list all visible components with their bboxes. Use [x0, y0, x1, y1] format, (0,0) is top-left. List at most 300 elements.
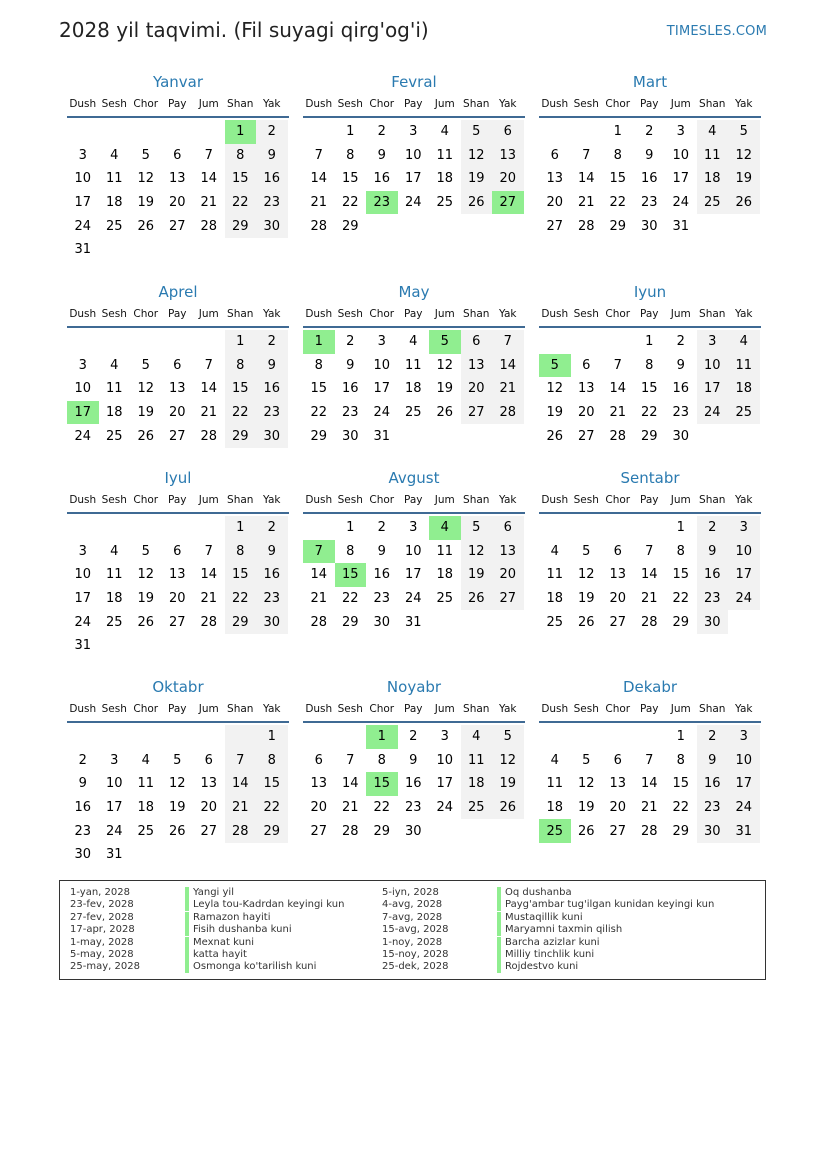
day-cell: 28 [640, 823, 658, 839]
weekday-label: Shan [463, 703, 490, 715]
holiday-day-cell: 25 [539, 819, 571, 843]
day-cell: 9 [377, 147, 386, 163]
empty-cell [571, 330, 603, 354]
day-cell: 12 [461, 540, 493, 564]
legend-holiday-name: Osmonga ko'tarilish kuni [193, 961, 317, 973]
legend-row [70, 887, 344, 899]
day-cell: 21 [640, 800, 658, 816]
empty-cell [492, 819, 524, 843]
day-cell: 22 [256, 796, 288, 820]
holiday-marker [185, 924, 189, 936]
weekday-label: Chor [605, 308, 631, 320]
header-rule [67, 116, 289, 118]
holiday-marker [497, 949, 501, 961]
day-cell: 26 [461, 191, 493, 215]
empty-cell [67, 330, 99, 354]
month-title: Fevral [391, 73, 437, 91]
month-title: Iyul [164, 469, 192, 487]
day-cell: 8 [225, 540, 257, 564]
empty-cell [398, 214, 430, 238]
day-cell: 13 [168, 381, 186, 397]
day-cell: 28 [492, 401, 524, 425]
day-cell: 31 [728, 819, 760, 843]
legend-row [382, 924, 714, 936]
empty-cell [193, 120, 225, 144]
weekday-label: Jum [670, 98, 691, 110]
weekday-label: Yak [499, 703, 517, 715]
legend-date: 5-iyn, 2028 [382, 887, 439, 898]
legend-holiday-name: Mexnat kuni [193, 936, 255, 948]
day-cell: 29 [256, 819, 288, 843]
weekday-label: Jum [670, 308, 691, 320]
day-cell: 2 [676, 334, 685, 350]
legend-date: 27-fev, 2028 [70, 911, 134, 923]
day-cell: 11 [697, 144, 729, 168]
day-cell: 6 [613, 543, 622, 559]
weekday-label: Jum [198, 703, 219, 715]
legend-date: 15-avg, 2028 [382, 924, 449, 936]
empty-cell [634, 725, 666, 749]
day-cell: 26 [137, 428, 155, 444]
empty-cell [492, 610, 524, 634]
day-cell: 10 [697, 354, 729, 378]
legend-holiday-name: Milliy tinchlik kuni [505, 948, 595, 960]
weekday-label: Shan [699, 98, 726, 110]
day-cell: 16 [640, 171, 658, 187]
day-cell: 13 [461, 354, 493, 378]
empty-cell [99, 330, 131, 354]
day-cell: 18 [105, 591, 123, 607]
day-cell: 12 [461, 144, 493, 168]
weekday-label: Chor [133, 308, 159, 320]
day-cell: 2 [256, 120, 288, 144]
legend-holiday-name: Barcha azizlar kuni [505, 936, 600, 948]
day-cell: 14 [609, 381, 627, 397]
empty-cell [99, 725, 131, 749]
weekday-header [539, 697, 761, 721]
day-cell: 30 [341, 428, 359, 444]
day-cell: 17 [404, 567, 422, 583]
weekday-label: Sesh [573, 494, 599, 506]
weekday-label: Pay [167, 98, 187, 110]
weekday-label: Chor [605, 98, 631, 110]
weekday-label: Dush [305, 98, 333, 110]
day-cell: 16 [341, 381, 359, 397]
day-cell: 21 [609, 405, 627, 421]
day-cell: 8 [314, 357, 323, 373]
header-rule [67, 512, 289, 514]
empty-cell [225, 843, 257, 867]
day-cell: 24 [74, 614, 92, 630]
day-cell: 20 [168, 405, 186, 421]
weekday-label: Chor [369, 494, 395, 506]
day-cell: 4 [409, 334, 418, 350]
day-cell: 1 [676, 520, 685, 536]
day-cell: 4 [110, 543, 119, 559]
day-cell: 5 [728, 120, 760, 144]
day-cell: 31 [105, 847, 123, 863]
day-cell: 13 [310, 776, 328, 792]
empty-cell [571, 725, 603, 749]
empty-cell [461, 424, 493, 448]
empty-cell [256, 238, 288, 262]
day-cell: 4 [440, 124, 449, 140]
day-cell: 8 [377, 752, 386, 768]
holiday-day-cell: 17 [67, 401, 99, 425]
day-cell: 27 [310, 823, 328, 839]
day-cell: 1 [225, 330, 257, 354]
day-cell: 8 [256, 749, 288, 773]
day-cell: 2 [377, 124, 386, 140]
day-cell: 11 [436, 543, 454, 559]
day-cell: 23 [256, 587, 288, 611]
weekday-header [303, 92, 525, 116]
weekday-label: Shan [463, 98, 490, 110]
weekday-label: Pay [639, 98, 659, 110]
day-cell: 28 [310, 614, 328, 630]
legend-row [382, 912, 714, 924]
day-cell: 10 [74, 171, 92, 187]
header-rule [303, 721, 525, 723]
weekday-label: Dush [69, 98, 97, 110]
holiday-marker [185, 887, 189, 899]
day-cell: 27 [609, 823, 627, 839]
day-cell: 19 [436, 381, 454, 397]
holiday-marker [185, 961, 189, 973]
empty-cell [67, 725, 99, 749]
header-rule [67, 721, 289, 723]
day-cell: 17 [373, 381, 391, 397]
day-cell: 27 [168, 428, 186, 444]
day-cell: 14 [225, 772, 257, 796]
day-cell: 28 [640, 614, 658, 630]
weekday-label: Jum [198, 494, 219, 506]
legend-date: 17-apr, 2028 [70, 924, 135, 936]
empty-cell [461, 214, 493, 238]
holiday-marker [497, 961, 501, 973]
holiday-marker [185, 912, 189, 924]
day-cell: 3 [110, 752, 119, 768]
weekday-label: Dush [305, 703, 333, 715]
weekday-label: Sesh [101, 98, 127, 110]
holiday-day-cell: 1 [303, 330, 335, 354]
day-cell: 9 [256, 354, 288, 378]
day-cell: 3 [728, 725, 760, 749]
legend-column-right [382, 887, 714, 974]
day-cell: 6 [173, 147, 182, 163]
day-cell: 7 [204, 357, 213, 373]
day-cell: 29 [672, 614, 690, 630]
day-cell: 25 [105, 428, 123, 444]
weekday-label: Dush [541, 703, 569, 715]
weekday-label: Dush [69, 494, 97, 506]
day-grid [67, 725, 289, 867]
day-cell: 4 [728, 330, 760, 354]
day-cell: 24 [105, 823, 123, 839]
day-cell: 4 [110, 357, 119, 373]
day-cell: 15 [310, 381, 328, 397]
holiday-marker [497, 899, 501, 911]
day-cell: 24 [728, 796, 760, 820]
day-cell: 20 [310, 800, 328, 816]
empty-cell [728, 610, 760, 634]
weekday-label: Dush [69, 703, 97, 715]
day-cell: 15 [341, 171, 359, 187]
empty-cell [130, 634, 162, 658]
empty-cell [429, 214, 461, 238]
month-yanvar [67, 72, 289, 262]
day-cell: 6 [173, 357, 182, 373]
empty-cell [225, 238, 257, 262]
holiday-day-cell: 5 [429, 330, 461, 354]
day-cell: 2 [256, 330, 288, 354]
day-cell: 9 [697, 749, 729, 773]
empty-cell [256, 634, 288, 658]
month-title: Avgust [388, 469, 440, 487]
weekday-label: Yak [735, 703, 753, 715]
empty-cell [193, 516, 225, 540]
day-cell: 26 [492, 796, 524, 820]
day-cell: 11 [461, 749, 493, 773]
day-cell: 29 [225, 610, 257, 634]
day-cell: 10 [728, 540, 760, 564]
day-cell: 12 [137, 171, 155, 187]
day-cell: 20 [168, 591, 186, 607]
weekday-label: Chor [133, 703, 159, 715]
weekday-label: Yak [263, 494, 281, 506]
day-cell: 5 [141, 543, 150, 559]
weekday-label: Jum [198, 98, 219, 110]
day-cell: 18 [105, 405, 123, 421]
empty-cell [162, 725, 194, 749]
day-cell: 19 [577, 800, 595, 816]
empty-cell [130, 238, 162, 262]
day-cell: 6 [582, 357, 591, 373]
day-cell: 23 [697, 587, 729, 611]
day-cell: 22 [225, 587, 257, 611]
legend-holiday-name: Ramazon hayiti [193, 911, 271, 923]
day-cell: 1 [225, 516, 257, 540]
day-cell: 9 [256, 540, 288, 564]
header-rule [539, 326, 761, 328]
day-cell: 3 [728, 516, 760, 540]
day-cell: 15 [672, 567, 690, 583]
weekday-label: Sesh [101, 703, 127, 715]
day-cell: 30 [256, 424, 288, 448]
empty-cell [130, 120, 162, 144]
day-cell: 12 [546, 381, 564, 397]
empty-cell [130, 843, 162, 867]
day-cell: 28 [310, 218, 328, 234]
day-cell: 5 [461, 516, 493, 540]
weekday-label: Pay [403, 494, 423, 506]
day-cell: 21 [640, 591, 658, 607]
empty-cell [67, 120, 99, 144]
day-cell: 30 [74, 847, 92, 863]
day-cell: 8 [346, 543, 355, 559]
day-cell: 27 [577, 428, 595, 444]
day-cell: 21 [310, 591, 328, 607]
day-cell: 29 [373, 823, 391, 839]
holiday-day-cell: 4 [429, 516, 461, 540]
day-cell: 12 [137, 381, 155, 397]
day-cell: 13 [609, 776, 627, 792]
day-cell: 20 [546, 195, 564, 211]
day-cell: 6 [314, 752, 323, 768]
holiday-marker [497, 912, 501, 924]
month-fevral [303, 72, 525, 238]
day-cell: 30 [672, 428, 690, 444]
day-cell: 17 [74, 195, 92, 211]
day-cell: 25 [546, 614, 564, 630]
day-cell: 31 [74, 638, 92, 654]
weekday-label: Jum [670, 703, 691, 715]
day-cell: 9 [78, 776, 87, 792]
weekday-label: Dush [541, 98, 569, 110]
weekday-label: Yak [735, 494, 753, 506]
weekday-label: Shan [463, 308, 490, 320]
day-cell: 13 [200, 776, 218, 792]
empty-cell [193, 634, 225, 658]
legend-row [70, 924, 344, 936]
header-rule [539, 721, 761, 723]
weekday-label: Shan [227, 494, 254, 506]
day-cell: 12 [137, 567, 155, 583]
day-cell: 22 [373, 800, 391, 816]
site-link[interactable]: TIMESLES.COM [666, 24, 767, 39]
day-cell: 7 [645, 752, 654, 768]
day-cell: 24 [728, 587, 760, 611]
day-grid [67, 516, 289, 658]
empty-cell [99, 516, 131, 540]
day-cell: 25 [728, 401, 760, 425]
day-cell: 20 [492, 167, 524, 191]
day-cell: 30 [697, 819, 729, 843]
weekday-label: Dush [305, 308, 333, 320]
weekday-label: Sesh [337, 308, 363, 320]
legend-column-left [70, 887, 344, 974]
day-cell: 9 [256, 144, 288, 168]
day-cell: 10 [74, 381, 92, 397]
weekday-label: Sesh [573, 98, 599, 110]
empty-cell [303, 120, 335, 144]
header-rule [539, 512, 761, 514]
holiday-marker [497, 887, 501, 899]
weekday-label: Pay [403, 308, 423, 320]
day-cell: 24 [373, 405, 391, 421]
weekday-label: Pay [167, 308, 187, 320]
day-cell: 10 [728, 749, 760, 773]
legend-row [70, 937, 344, 949]
month-title: Mart [632, 73, 668, 91]
day-cell: 30 [256, 214, 288, 238]
legend-date: 1-noy, 2028 [382, 936, 443, 948]
day-cell: 20 [200, 800, 218, 816]
day-cell: 12 [577, 776, 595, 792]
day-cell: 1 [676, 729, 685, 745]
empty-cell [99, 634, 131, 658]
weekday-label: Yak [735, 308, 753, 320]
day-cell: 19 [492, 772, 524, 796]
weekday-header [303, 488, 525, 512]
day-cell: 31 [74, 242, 92, 258]
day-cell: 25 [436, 195, 454, 211]
day-cell: 23 [256, 401, 288, 425]
weekday-label: Chor [605, 494, 631, 506]
day-cell: 3 [409, 124, 418, 140]
day-cell: 2 [377, 520, 386, 536]
month-title: Aprel [158, 283, 198, 301]
day-cell: 11 [546, 776, 564, 792]
day-cell: 6 [461, 330, 493, 354]
day-cell: 4 [550, 543, 559, 559]
day-cell: 26 [577, 614, 595, 630]
day-cell: 16 [373, 171, 391, 187]
day-cell: 3 [78, 543, 87, 559]
day-cell: 7 [314, 147, 323, 163]
legend-holiday-name: Fisih dushanba kuni [193, 924, 292, 936]
day-cell: 4 [110, 147, 119, 163]
legend-row [70, 949, 344, 961]
legend-holiday-name: Rojdestvo kuni [505, 961, 579, 973]
weekday-label: Shan [699, 308, 726, 320]
day-cell: 7 [204, 147, 213, 163]
day-cell: 21 [577, 195, 595, 211]
weekday-label: Yak [499, 308, 517, 320]
empty-cell [571, 516, 603, 540]
legend-date: 25-dek, 2028 [382, 961, 449, 973]
empty-cell [256, 843, 288, 867]
day-grid [303, 330, 525, 448]
day-grid [67, 330, 289, 448]
day-cell: 21 [225, 796, 257, 820]
day-cell: 18 [137, 800, 155, 816]
empty-cell [130, 330, 162, 354]
day-cell: 7 [225, 749, 257, 773]
empty-cell [225, 725, 257, 749]
day-cell: 3 [697, 330, 729, 354]
day-cell: 22 [225, 191, 257, 215]
weekday-label: Pay [639, 494, 659, 506]
day-grid [539, 330, 761, 448]
day-cell: 15 [640, 381, 658, 397]
empty-cell [602, 725, 634, 749]
day-cell: 11 [436, 147, 454, 163]
day-cell: 25 [137, 823, 155, 839]
weekday-label: Dush [305, 494, 333, 506]
day-cell: 30 [373, 614, 391, 630]
empty-cell [539, 516, 571, 540]
day-cell: 12 [168, 776, 186, 792]
holiday-day-cell: 5 [539, 354, 571, 378]
day-cell: 25 [105, 614, 123, 630]
day-cell: 7 [582, 147, 591, 163]
day-cell: 24 [74, 218, 92, 234]
holiday-marker [185, 937, 189, 949]
day-cell: 24 [404, 591, 422, 607]
weekday-label: Yak [735, 98, 753, 110]
weekday-header [303, 302, 525, 326]
legend-row [70, 912, 344, 924]
day-cell: 26 [168, 823, 186, 839]
day-cell: 9 [409, 752, 418, 768]
empty-cell [162, 634, 194, 658]
month-sentabr [539, 468, 761, 634]
day-cell: 31 [373, 428, 391, 444]
day-cell: 29 [341, 614, 359, 630]
day-cell: 18 [546, 591, 564, 607]
weekday-label: Yak [263, 703, 281, 715]
